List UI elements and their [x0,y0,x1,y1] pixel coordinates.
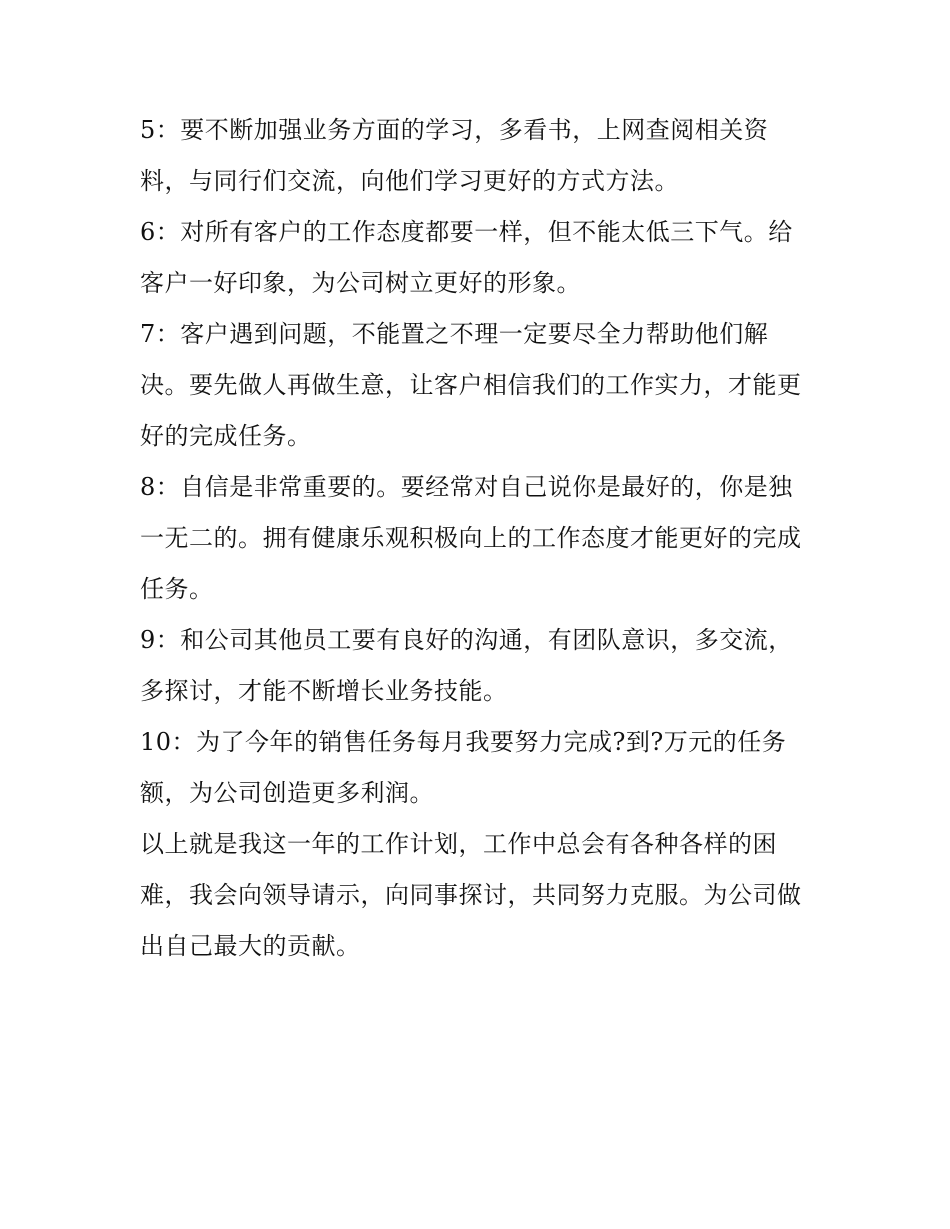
text-line: 多探讨，才能不断增长业务技能。 [140,677,508,705]
text-line: 5：要不断加强业务方面的学习，多看书，上网查阅相关资 [140,116,769,144]
text-line: 料，与同行们交流，向他们学习更好的方式方法。 [140,167,679,195]
text-line: 决。要先做人再做生意，让客户相信我们的工作实力，才能更 [140,371,802,399]
text-line: 好的完成任务。 [140,422,312,450]
text-line: 8：自信是非常重要的。要经常对自己说你是最好的，你是独 [140,473,793,501]
text-line: 6：对所有客户的工作态度都要一样，但不能太低三下气。给 [140,218,793,246]
text-line: 出自己最大的贡献。 [140,932,361,960]
document-body [140,105,820,972]
text-line: 9：和公司其他员工要有良好的沟通，有团队意识，多交流， [140,626,793,654]
text-line: 额，为公司创造更多利润。 [140,779,434,807]
text-line: 10：为了今年的销售任务每月我要努力完成?到?万元的任务 [140,728,787,756]
text-line: 以上就是我这一年的工作计划，工作中总会有各种各样的困 [140,830,777,858]
text-line: 一无二的。拥有健康乐观积极向上的工作态度才能更好的完成 [140,524,802,552]
text-line: 客户一好印象，为公司树立更好的形象。 [140,269,581,297]
text-line: 7：客户遇到问题，不能置之不理一定要尽全力帮助他们解 [140,320,769,348]
text-line: 任务。 [140,575,214,603]
text-line: 难，我会向领导请示，向同事探讨，共同努力克服。为公司做 [140,881,802,909]
